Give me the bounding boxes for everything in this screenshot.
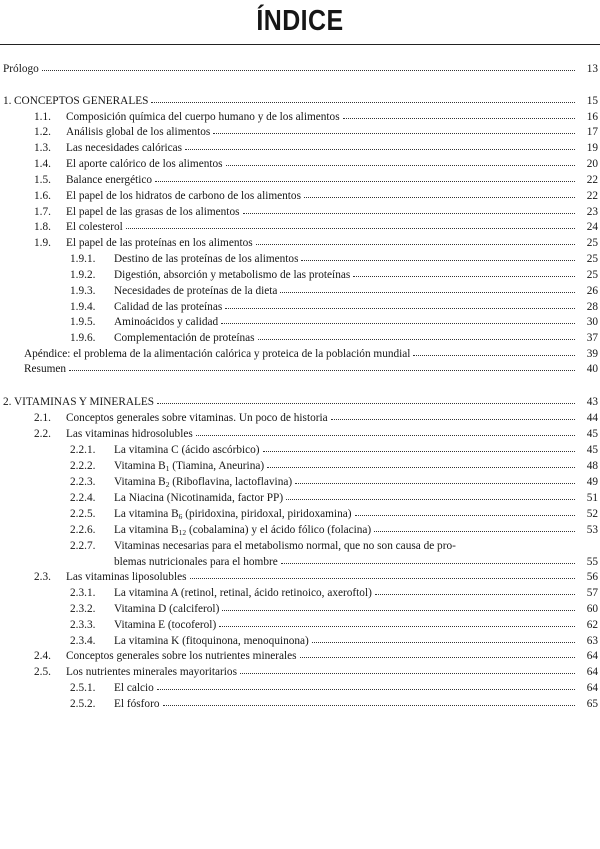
toc-entry[interactable]	[34, 110, 598, 124]
page-number: 23	[586, 206, 598, 218]
entry-number: 2.2.7.	[70, 540, 96, 552]
entry-title: Prólogo	[3, 63, 39, 75]
entry-number: 2.2.4.	[70, 492, 96, 504]
dot-leader	[157, 403, 575, 404]
entry-title: Vitaminas necesarias para el metabolismo normal, que no son causa de pro-	[114, 540, 456, 552]
page-number: 43	[586, 396, 598, 408]
dot-leader	[155, 181, 575, 182]
dot-leader	[185, 149, 575, 150]
entry-title: El calcio	[114, 682, 154, 694]
dot-leader	[222, 610, 575, 611]
entry-title	[114, 459, 264, 473]
toc-entry[interactable]	[3, 94, 598, 108]
page-number: 62	[586, 619, 598, 631]
toc-entry[interactable]	[70, 475, 598, 489]
dot-leader	[267, 467, 575, 468]
dot-leader	[295, 483, 575, 484]
entry-title	[114, 523, 371, 537]
toc-entry[interactable]	[3, 62, 598, 76]
toc-entry[interactable]	[70, 443, 598, 457]
entry-title	[114, 507, 352, 521]
dot-leader	[256, 244, 575, 245]
toc-entry[interactable]	[70, 268, 598, 282]
dot-leader	[196, 435, 575, 436]
page-number: 40	[586, 363, 598, 375]
entry-title-part: (Tiamina, Aneurina)	[169, 460, 265, 472]
entry-title: El aporte calórico de los alimentos	[66, 158, 223, 170]
page-number: 53	[586, 524, 598, 536]
dot-leader	[225, 308, 575, 309]
page-number: 30	[586, 316, 598, 328]
entry-number: 2.2.2.	[70, 460, 96, 472]
entry-title: Digestión, absorción y metabolismo de las proteínas	[114, 269, 351, 281]
toc-entry[interactable]	[34, 173, 598, 187]
entry-title-part: La vitamina B	[114, 524, 179, 536]
entry-title: Apéndice: el problema de la alimentación calórica y proteica de la población mundial	[24, 348, 411, 360]
dot-leader	[213, 133, 575, 134]
toc-entry[interactable]	[70, 602, 598, 616]
page-number: 15	[586, 95, 598, 107]
toc-entry[interactable]	[34, 141, 598, 155]
toc-entry[interactable]	[34, 157, 598, 171]
dot-leader	[353, 276, 575, 277]
page-number: 22	[586, 190, 598, 202]
toc-entry-continuation[interactable]	[114, 555, 598, 569]
entry-number: 1.	[3, 95, 12, 107]
entry-title: Las vitaminas hidrosolubles	[66, 428, 193, 440]
dot-leader	[301, 260, 575, 261]
dot-leader	[219, 626, 575, 627]
toc-entry[interactable]	[70, 252, 598, 266]
entry-number: 1.9.1.	[70, 253, 96, 265]
dot-leader	[163, 705, 576, 706]
page-number: 55	[586, 556, 598, 568]
toc-entry[interactable]	[70, 459, 598, 473]
entry-title: Conceptos generales sobre los nutrientes minerales	[66, 650, 297, 662]
entry-number: 2.3.2.	[70, 603, 96, 615]
page-number: 20	[586, 158, 598, 170]
toc-entry[interactable]	[70, 300, 598, 314]
page-number: 64	[586, 682, 598, 694]
dot-leader	[157, 689, 575, 690]
entry-title: El colesterol	[66, 221, 123, 233]
entry-title: Complementación de proteínas	[114, 332, 255, 344]
entry-title-subscript: 6	[178, 512, 183, 521]
page-number: 45	[586, 444, 598, 456]
toc-entry[interactable]	[70, 507, 598, 521]
toc-entry[interactable]	[34, 125, 598, 139]
entry-number: 1.9.3.	[70, 285, 96, 297]
entry-title: El papel de los hidratos de carbono de los alimentos	[66, 190, 301, 202]
page-number: 16	[586, 111, 598, 123]
dot-leader	[69, 370, 575, 371]
dot-leader	[151, 102, 575, 103]
dot-leader	[281, 563, 575, 564]
dot-leader	[243, 213, 576, 214]
entry-title: Composición química del cuerpo humano y de los alimentos	[66, 111, 340, 123]
toc-entry[interactable]	[34, 189, 598, 203]
toc-entry[interactable]	[70, 681, 598, 695]
entry-number: 1.4.	[34, 158, 51, 170]
entry-number: 1.5.	[34, 174, 51, 186]
entry-title-part: (Riboflavina, lactoflavina)	[169, 476, 293, 488]
entry-number: 1.9.2.	[70, 269, 96, 281]
dot-leader	[355, 515, 576, 516]
toc-entry[interactable]	[70, 634, 598, 648]
dot-leader	[42, 70, 575, 71]
dot-leader	[263, 451, 575, 452]
page-title: ÍNDICE	[256, 5, 344, 37]
entry-number: 1.6.	[34, 190, 51, 202]
dot-leader	[221, 323, 575, 324]
page-number: 44	[586, 412, 598, 424]
entry-number: 2.5.	[34, 666, 51, 678]
entry-title: El fósforo	[114, 698, 160, 710]
entry-title: CONCEPTOS GENERALES	[14, 95, 149, 107]
entry-title: Resumen	[24, 363, 67, 375]
toc-entry[interactable]	[3, 395, 598, 409]
entry-title-part: Vitamina B	[114, 460, 166, 472]
entry-number: 2.2.1.	[70, 444, 96, 456]
entry-number: 2.3.	[34, 571, 51, 583]
dot-leader	[126, 228, 575, 229]
entry-number: 1.9.6.	[70, 332, 96, 344]
toc-entry[interactable]	[24, 347, 598, 361]
dot-leader	[374, 531, 575, 532]
page-number: 24	[586, 221, 598, 233]
entry-number: 2.3.4.	[70, 635, 96, 647]
page-number: 25	[586, 237, 598, 249]
toc-entry[interactable]	[70, 539, 598, 553]
page-number: 56	[586, 571, 598, 583]
entry-title: Las necesidades calóricas	[66, 142, 183, 154]
entry-number: 2.3.3.	[70, 619, 96, 631]
entry-number: 1.3.	[34, 142, 51, 154]
dot-leader	[240, 673, 575, 674]
entry-number: 1.9.4.	[70, 301, 96, 313]
dot-leader	[300, 657, 575, 658]
entry-number: 1.2.	[34, 126, 51, 138]
entry-number: 2.2.	[34, 428, 51, 440]
entry-title-subscript: 12	[178, 528, 187, 537]
dot-leader	[331, 419, 575, 420]
entry-title-continuation: blemas nutricionales para el hombre	[114, 556, 278, 568]
page-number: 39	[586, 348, 598, 360]
toc-entry[interactable]	[70, 586, 598, 600]
entry-number: 1.9.	[34, 237, 51, 249]
entry-title: Vitamina E (tocoferol)	[114, 619, 217, 631]
entry-title: Conceptos generales sobre vitaminas. Un poco de historia	[66, 412, 328, 424]
page-number: 64	[586, 650, 598, 662]
toc-entry[interactable]	[34, 205, 598, 219]
dot-leader	[190, 578, 576, 579]
dot-leader	[280, 292, 575, 293]
entry-number: 2.	[3, 396, 12, 408]
entry-title: El papel de las grasas de los alimentos	[66, 206, 240, 218]
entry-number: 2.2.3.	[70, 476, 96, 488]
entry-title: Calidad de las proteínas	[114, 301, 223, 313]
entry-number: 1.1.	[34, 111, 51, 123]
dot-leader	[312, 642, 575, 643]
toc-entry[interactable]	[34, 220, 598, 234]
entry-title: Las vitaminas liposolubles	[66, 571, 187, 583]
entry-title-part: (piridoxina, piridoxal, piridoxamina)	[182, 508, 352, 520]
page-number: 60	[586, 603, 598, 615]
dot-leader	[343, 118, 575, 119]
dot-leader	[375, 594, 575, 595]
toc-entry[interactable]	[34, 665, 598, 679]
toc-entry[interactable]	[70, 523, 598, 537]
entry-title: La vitamina C (ácido ascórbico)	[114, 444, 260, 456]
entry-number: 1.8.	[34, 221, 51, 233]
entry-title: VITAMINAS Y MINERALES	[14, 396, 155, 408]
page-number: 37	[586, 332, 598, 344]
page-number: 45	[586, 428, 598, 440]
page-number: 28	[586, 301, 598, 313]
toc-entry[interactable]	[24, 362, 598, 376]
page-number: 22	[586, 174, 598, 186]
entry-title-subscript: 2	[165, 480, 170, 489]
toc-entry[interactable]	[70, 284, 598, 298]
entry-number: 2.5.2.	[70, 698, 96, 710]
page-number: 51	[586, 492, 598, 504]
toc-entry[interactable]	[34, 649, 598, 663]
toc-entry[interactable]	[70, 618, 598, 632]
entry-title: La Niacina (Nicotinamida, factor PP)	[114, 492, 284, 504]
toc-entry[interactable]	[70, 315, 598, 329]
entry-title-part: La vitamina B	[114, 508, 179, 520]
entry-title-subscript: 1	[165, 464, 170, 473]
dot-leader	[413, 355, 575, 356]
toc-entry[interactable]	[70, 491, 598, 505]
page-number: 49	[586, 476, 598, 488]
dot-leader	[304, 197, 575, 198]
page-number: 25	[586, 253, 598, 265]
page-number: 63	[586, 635, 598, 647]
entry-title: Los nutrientes minerales mayoritarios	[66, 666, 237, 678]
page-number: 26	[586, 285, 598, 297]
entry-title: Análisis global de los alimentos	[66, 126, 211, 138]
entry-number: 1.9.5.	[70, 316, 96, 328]
entry-title: La vitamina A (retinol, retinal, ácido retinoico, axeroftol)	[114, 587, 372, 599]
page-number: 64	[586, 666, 598, 678]
toc-entry[interactable]	[34, 427, 598, 441]
entry-title-part: (cobalamina) y el ácido fólico (folacina)	[186, 524, 372, 536]
entry-number: 2.5.1.	[70, 682, 96, 694]
entry-number: 2.3.1.	[70, 587, 96, 599]
page-number: 48	[586, 460, 598, 472]
entry-number: 2.1.	[34, 412, 51, 424]
entry-number: 2.4.	[34, 650, 51, 662]
toc-entry[interactable]	[34, 411, 598, 425]
toc-entry[interactable]	[70, 331, 598, 345]
entry-title: Vitamina D (calciferol)	[114, 603, 220, 615]
entry-number: 2.2.5.	[70, 508, 96, 520]
entry-title: El papel de las proteínas en los alimentos	[66, 237, 253, 249]
toc-entry[interactable]	[34, 570, 598, 584]
entry-title-part: Vitamina B	[114, 476, 166, 488]
entry-title: Necesidades de proteínas de la dieta	[114, 285, 278, 297]
entry-number: 1.7.	[34, 206, 51, 218]
page-number: 25	[586, 269, 598, 281]
dot-leader	[226, 165, 575, 166]
page-number: 57	[586, 587, 598, 599]
page-number: 19	[586, 142, 598, 154]
toc-entry[interactable]	[34, 236, 598, 250]
entry-title: Aminoácidos y calidad	[114, 316, 219, 328]
entry-number: 2.2.6.	[70, 524, 96, 536]
entry-title: Balance energético	[66, 174, 153, 186]
entry-title: Destino de las proteínas de los alimentos	[114, 253, 299, 265]
page-number: 52	[586, 508, 598, 520]
page-number: 17	[586, 126, 598, 138]
dot-leader	[258, 339, 575, 340]
entry-title: La vitamina K (fitoquinona, menoquinona)	[114, 635, 309, 647]
dot-leader	[286, 499, 575, 500]
page-number: 65	[586, 698, 598, 710]
entry-title	[114, 475, 292, 489]
page-number: 13	[586, 63, 598, 75]
toc-entry[interactable]	[70, 697, 598, 711]
